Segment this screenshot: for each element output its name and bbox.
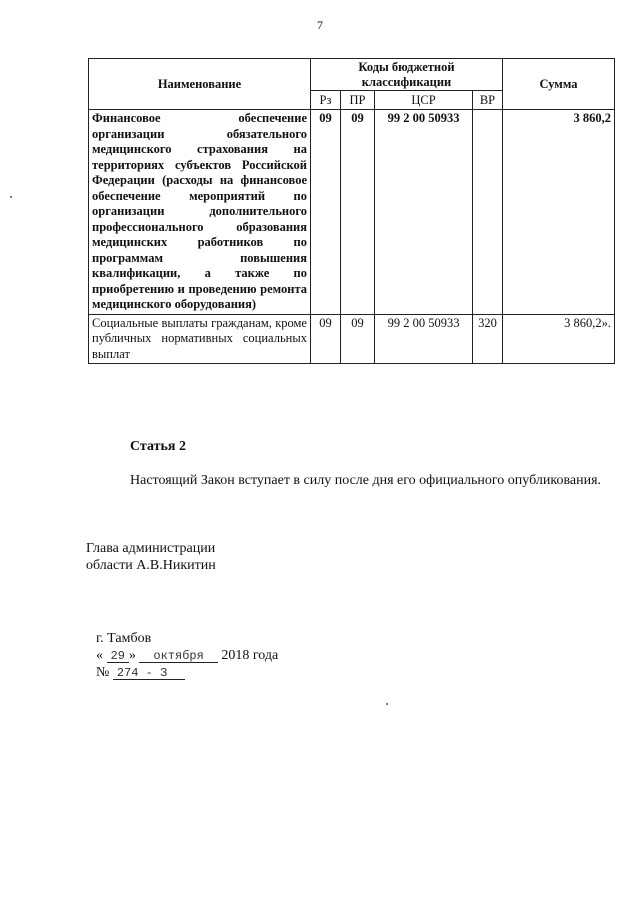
row-csr: 99 2 00 50933 bbox=[375, 110, 473, 315]
row-pr: 09 bbox=[341, 110, 375, 315]
row-pr: 09 bbox=[341, 314, 375, 364]
budget-table bbox=[88, 58, 615, 364]
header-code-rz: Рз bbox=[311, 91, 341, 110]
row-csr: 99 2 00 50933 bbox=[375, 314, 473, 364]
row-vr bbox=[473, 110, 503, 315]
number-label: № bbox=[96, 665, 110, 680]
date-line bbox=[96, 647, 278, 664]
quote-open: « bbox=[96, 648, 103, 663]
row-name: Социальные выплаты гражданам, кроме публичных нормативных социальных выплат bbox=[89, 314, 311, 364]
date-year: 2018 года bbox=[221, 648, 279, 663]
signature-block bbox=[86, 540, 216, 574]
place-date-block bbox=[96, 630, 278, 681]
signature-name: области А.В.Никитин bbox=[86, 558, 216, 573]
header-code-pr: ПР bbox=[341, 91, 375, 110]
date-month: октября bbox=[139, 650, 217, 663]
table-row bbox=[89, 314, 615, 364]
law-number: 274 - З bbox=[113, 667, 185, 680]
header-name: Наименование bbox=[89, 59, 311, 110]
date-day: 29 bbox=[107, 650, 129, 663]
header-code-csr: ЦСР bbox=[375, 91, 473, 110]
row-vr: 320 bbox=[473, 314, 503, 364]
quote-close: » bbox=[128, 648, 136, 663]
row-sum: 3 860,2 bbox=[503, 110, 615, 315]
row-rz: 09 bbox=[311, 110, 341, 315]
page-number: 7 bbox=[317, 18, 323, 32]
row-sum: 3 860,2». bbox=[503, 314, 615, 364]
scan-speck bbox=[386, 703, 388, 705]
header-sum: Сумма bbox=[503, 59, 615, 110]
row-rz: 09 bbox=[311, 314, 341, 364]
city-name: г. Тамбов bbox=[96, 631, 152, 646]
header-codes-group: Коды бюджетной классификации bbox=[311, 59, 503, 91]
number-line bbox=[96, 664, 278, 681]
signature-position: Глава администрации bbox=[86, 541, 216, 556]
table-header-row bbox=[89, 59, 615, 91]
scan-speck bbox=[10, 196, 12, 198]
table-row bbox=[89, 110, 615, 315]
article-text: Настоящий Закон вступает в силу после дня его официального опубликования. bbox=[130, 473, 602, 488]
row-name: Финансовое обеспечение организации обязательного медицинского страхования на территориях субъектов Российской Федерации (расходы на финансовое обеспечение мероприятий по организации дополнительного профессионального образования медицинских работников по программам повышения квалификации, а также по приобретению и проведению ремонта медицинского оборудования) bbox=[89, 110, 311, 315]
header-code-vr: ВР bbox=[473, 91, 503, 110]
article-title: Статья 2 bbox=[130, 439, 186, 454]
